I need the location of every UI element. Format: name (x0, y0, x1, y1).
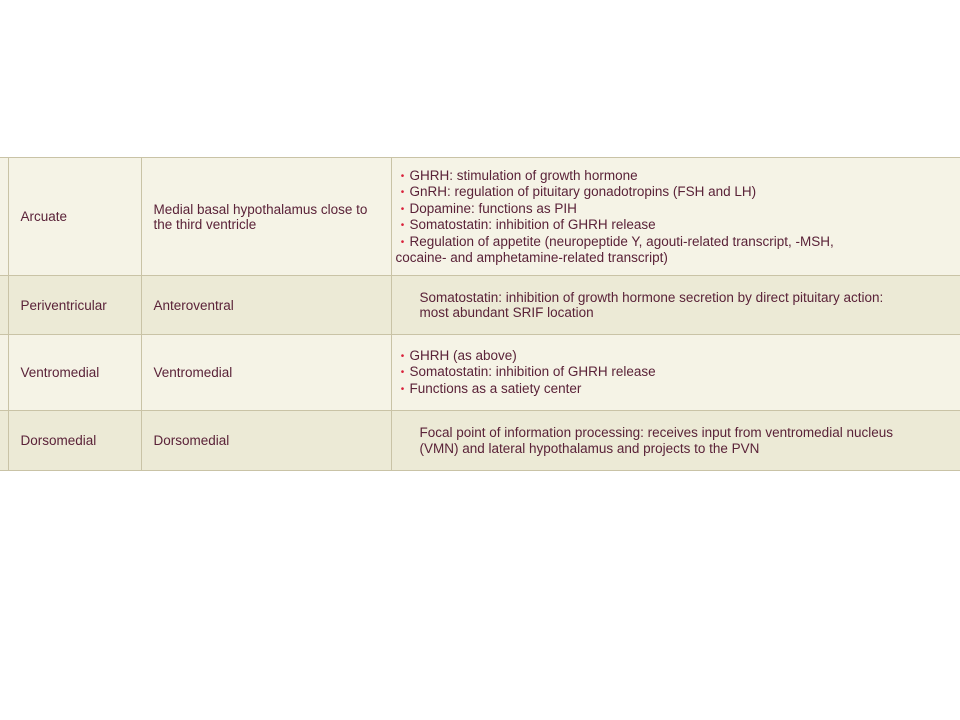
list-item: • Dopamine: functions as PIH (396, 201, 960, 218)
row-edge-cell (0, 411, 8, 471)
nucleus-cell (8, 276, 141, 335)
functions-bullet-list (396, 168, 960, 251)
list-item: • Regulation of appetite (neuropeptide Y, agouti-related transcript, -MSH, (396, 234, 960, 251)
nucleus-name: Ventromedial (20, 365, 100, 380)
functions-continuation: cocaine- and amphetamine-related transcript) (395, 250, 668, 265)
table-row (0, 158, 960, 276)
location-cell (141, 158, 391, 276)
functions-line: (VMN) and lateral hypothalamus and projects to the PVN (419, 440, 760, 456)
functions-cell (391, 335, 960, 411)
row-edge-cell (0, 335, 8, 411)
bullet-icon: • (400, 367, 405, 379)
functions-cell (391, 276, 960, 335)
list-item: • Somatostatin: inhibition of GHRH release (396, 217, 960, 234)
location-text: Dorsomedial (153, 433, 230, 448)
list-item: • GHRH: stimulation of growth hormone (396, 168, 960, 185)
bullet-icon: • (400, 220, 405, 231)
location-cell (141, 276, 391, 335)
table-row (0, 276, 960, 335)
nucleus-name: Arcuate (20, 209, 68, 224)
list-item: • GnRH: regulation of pituitary gonadotropins (FSH and LH) (396, 184, 960, 201)
bullet-icon: • (400, 383, 405, 395)
table-container (0, 157, 960, 474)
functions-line: Focal point of information processing: receives input from ventromedial nucleus (419, 425, 893, 440)
location-cell (141, 335, 391, 411)
hypothalamic-nuclei-table (0, 157, 960, 471)
location-cell (141, 411, 391, 471)
functions-line: Somatostatin: inhibition of growth hormone secretion by direct pituitary action: (419, 289, 884, 305)
list-item: • Somatostatin: inhibition of GHRH release (396, 364, 960, 381)
bullet-icon: • (400, 170, 405, 182)
nucleus-name: Dorsomedial (20, 433, 97, 448)
table-row (0, 335, 960, 411)
bullet-icon: • (400, 350, 405, 362)
table-row (0, 411, 960, 471)
nucleus-cell (8, 335, 141, 411)
functions-bullet-list (396, 348, 960, 398)
functions-cell (391, 411, 960, 471)
bullet-icon: • (400, 203, 405, 215)
functions-line: most abundant SRIF location (419, 305, 594, 320)
nucleus-name: Periventricular (20, 297, 107, 313)
list-item: • GHRH (as above) (396, 348, 960, 365)
row-edge-cell (0, 158, 8, 276)
bullet-icon: • (400, 187, 405, 198)
nucleus-cell (8, 158, 141, 276)
nucleus-cell (8, 411, 141, 471)
location-text: Medial basal hypothalamus close to the third ventricle (153, 201, 368, 232)
functions-cell (391, 158, 960, 276)
location-text: Ventromedial (153, 365, 233, 380)
location-text: Anteroventral (153, 297, 234, 313)
list-item: • Functions as a satiety center (396, 381, 960, 398)
row-edge-cell (0, 276, 8, 335)
bullet-icon: • (400, 236, 405, 248)
